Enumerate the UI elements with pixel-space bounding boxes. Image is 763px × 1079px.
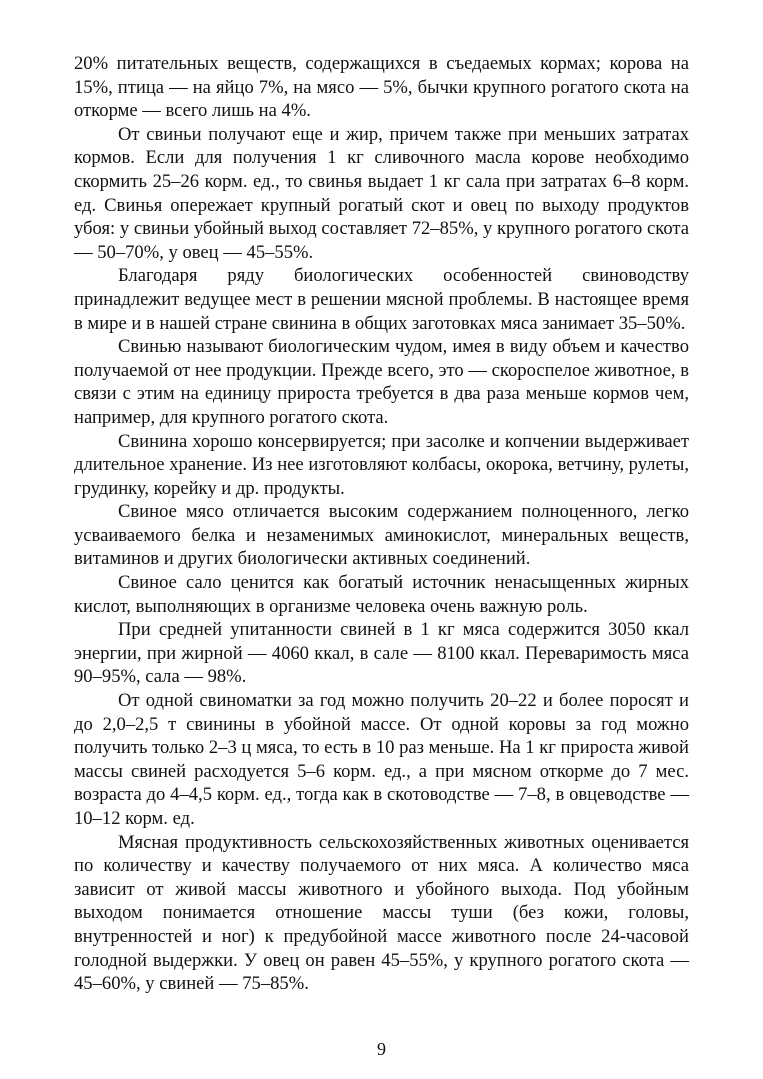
paragraph-continuation: 20% питательных веществ, содержащихся в съедаемых кормах; корова на 15%, птица — на яйцо 7%, на мясо — 5%, бычки крупного рогатого скота на откорме — всего лишь на 4%. xyxy=(74,53,689,122)
paragraph-pork-protein: Свиное мясо отличается высоким содержанием полноценного, легко усваиваемого белка и незаменимых аминокислот, минеральных веществ, витаминов и других биологически активных соединений. xyxy=(74,501,689,570)
paragraph-preservation: Свинина хорошо консервируется; при засолке и копчении выдерживает длительное хранение. Из нее изготовляют колбасы, окорока, ветчину, рулеты, грудинку, корейку и др. продукты. xyxy=(74,430,689,499)
paragraph-sow-productivity: От одной свиноматки за год можно получить 20–22 и более поросят и до 2,0–2,5 т свинины в убойной массе. От одной коровы за год можно получить только 2–3 ц мяса, то есть в 10 раз меньше. На 1 кг прироста живой массы свиней расходуется 5–6 корм. ед., а при мясном откорме до 7 мес. возраста до 4–4,5 корм. ед., тогда как в скотоводстве — 7–8, в овцеводстве — 10–12 корм. ед. xyxy=(74,690,689,829)
page-body xyxy=(74,52,689,996)
paragraph-meat-productivity: Мясная продуктивность сельскохозяйственных животных оценивается по количеству и качеству получаемого от них мяса. А количество мяса зависит от живой массы животного и убойного выхода. Под убойным выходом понимается отношение массы туши (без кожи, головы, внутренностей и ног) к предубойной массе животного после 24-часовой голодной выдержки. У овец он равен 45–55%, у крупного рогатого скота — 45–60%, у свиней — 75–85%. xyxy=(74,831,689,995)
paragraph-energy: При средней упитанности свиней в 1 кг мяса содержится 3050 ккал энергии, при жирной — 4060 ккал, в сале — 8100 ккал. Переваримость мяса 90–95%, сала — 98%. xyxy=(74,619,689,688)
paragraph-biological-miracle: Свинью называют биологическим чудом, имея в виду объем и качество получаемой от нее продукции. Прежде всего, это — скороспелое животное, в связи с этим на единицу прироста требуется в два раза меньше кормов чем, например, для крупного рогатого скота. xyxy=(74,336,689,428)
page-number: 9 xyxy=(377,1039,386,1059)
paragraph-meat-problem: Благодаря ряду биологических особенностей свиноводству принадлежит ведущее мест в решении мясной проблемы. В настоящее время в мире и в нашей стране свинина в общих заготовках мяса занимает 35–50%. xyxy=(74,265,689,334)
paragraph-lard: Свиное сало ценится как богатый источник ненасыщенных жирных кислот, выполняющих в организме человека очень важную роль. xyxy=(74,572,689,617)
paragraph-fat-yield: От свиньи получают еще и жир, причем также при меньших затратах кормов. Если для получения 1 кг сливочного масла корове необходимо скормить 25–26 корм. ед., то свинья выдает 1 кг сала при затратах 6–8 корм. ед. Свинья опережает крупный рогатый скот и овец по выходу продуктов убоя: у свиньи убойный выход составляет 72–85%, у крупного рогатого скота — 50–70%, у овец — 45–55%. xyxy=(74,123,689,263)
